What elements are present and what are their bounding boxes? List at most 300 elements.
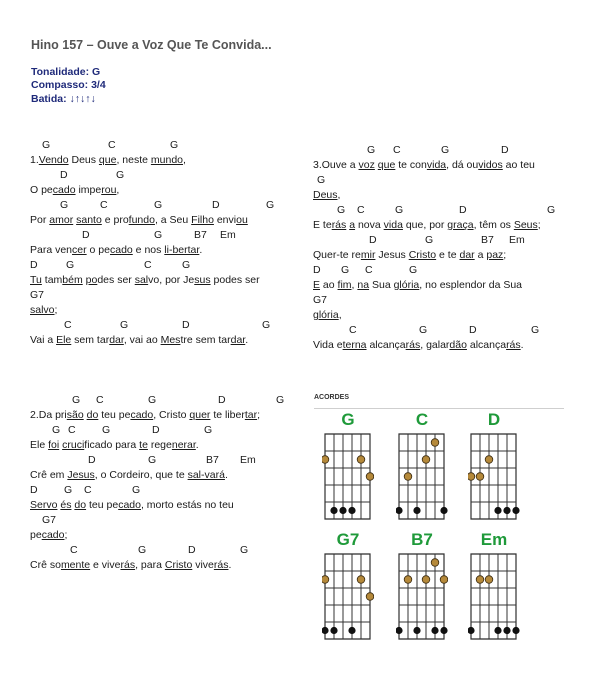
chord-symbol: G — [341, 264, 350, 276]
chord-line — [30, 288, 260, 303]
chord-symbol: G7 — [313, 294, 328, 306]
lyric-text: envi — [213, 214, 237, 226]
lyric-text: , — [116, 184, 120, 196]
lyric-text: , têm os — [473, 219, 514, 231]
chord-symbol: G — [154, 229, 163, 241]
chord-symbol: D — [459, 204, 467, 216]
finger-dot — [322, 576, 329, 584]
lyric-text: 3.Ouve a — [313, 159, 359, 171]
chord-line — [30, 228, 260, 243]
stressed-syllable: rás — [120, 559, 136, 571]
finger-dot — [476, 576, 484, 584]
chord-symbol: G — [266, 199, 275, 211]
stressed-syllable: dar — [230, 334, 246, 346]
stressed-syllable: são — [66, 409, 84, 421]
fretboard — [322, 552, 374, 644]
chord-symbol: G — [116, 169, 125, 181]
chord-line — [30, 393, 285, 408]
chord-line — [30, 318, 271, 333]
lyric-text: alcança — [366, 339, 406, 351]
lyric-text: Sua — [369, 279, 394, 291]
lyric-text: Jesus — [375, 249, 409, 261]
chord-symbol: G — [317, 174, 326, 186]
lyric-text: , para — [135, 559, 165, 571]
chord-symbol: G — [441, 144, 450, 156]
lyric-text: a — [474, 249, 487, 261]
chord-line — [30, 198, 275, 213]
lyric-line — [30, 558, 260, 573]
stressed-syllable: mente — [60, 559, 91, 571]
chord-line — [313, 233, 541, 248]
stressed-syllable: E — [313, 279, 321, 291]
lyric-text: o pe — [86, 244, 110, 256]
stressed-syllable: sus — [194, 274, 211, 286]
lyric-text: te con — [395, 159, 427, 171]
stressed-syllable: vida — [426, 159, 447, 171]
lyric-text: 2.Da pri — [30, 409, 67, 421]
stressed-syllable: Seus — [513, 219, 538, 231]
chord-symbol: G — [276, 394, 285, 406]
chord-line — [30, 543, 260, 558]
stressed-syllable: glória — [313, 309, 339, 321]
stressed-syllable: Servo — [30, 499, 58, 511]
stressed-syllable: voz — [358, 159, 375, 171]
stressed-syllable: Cristo — [164, 559, 193, 571]
chord-symbol: D — [88, 454, 96, 466]
chord-line — [313, 173, 541, 188]
lyric-text: tre sem tar — [180, 334, 231, 346]
lyric-text: , no esplendor da Sua — [419, 279, 523, 291]
lyric-line — [313, 338, 541, 353]
lyric-text: ficado para — [84, 439, 140, 451]
fretboard-frame — [325, 434, 370, 519]
stressed-syllable: cer — [72, 244, 87, 256]
stressed-syllable: rou — [101, 184, 117, 196]
chord-symbol: C — [144, 259, 152, 271]
chord-symbol: D — [82, 229, 90, 241]
finger-dot — [422, 576, 430, 584]
lyric-text: ao — [320, 279, 338, 291]
finger-dot — [422, 456, 430, 464]
finger-dot — [357, 576, 365, 584]
lyric-text: E te — [313, 219, 332, 231]
stressed-syllable: paz — [486, 249, 504, 261]
stressed-syllable: que — [98, 154, 117, 166]
lyric-text: 1. — [30, 154, 39, 166]
stressed-syllable: rás — [331, 219, 347, 231]
lyric-line — [30, 183, 260, 198]
fretboard-frame — [471, 554, 516, 639]
stressed-syllable: Deus — [313, 189, 338, 201]
lyric-text: Para ven — [30, 244, 73, 256]
chord-line — [313, 323, 541, 338]
lyric-line — [30, 243, 260, 258]
lyric-text: . — [520, 339, 524, 351]
chord-symbol: C — [96, 394, 104, 406]
finger-dot — [485, 456, 493, 464]
fretboard — [396, 432, 448, 524]
chord-symbol: C — [100, 199, 108, 211]
stressed-syllable: dar — [459, 249, 475, 261]
lyric-text: Vida e — [313, 339, 343, 351]
lyric-text: Vai a — [30, 334, 57, 346]
lyric-text: Deus — [68, 154, 99, 166]
chord-symbol: C — [349, 324, 357, 336]
chord-symbol: G — [72, 394, 81, 406]
lyric-text: rege — [147, 439, 172, 451]
stressed-syllable: és — [60, 499, 72, 511]
chord-symbol: G — [367, 144, 376, 156]
lyric-text: vo, por Je — [148, 274, 195, 286]
stressed-syllable: tar — [244, 409, 258, 421]
stressed-syllable: li-bertar — [164, 244, 200, 256]
chord-symbol: D — [313, 264, 321, 276]
lyric-text: . — [199, 244, 203, 256]
chord-symbol: C — [393, 144, 401, 156]
lyric-text: teu pe — [86, 499, 119, 511]
stressed-syllable: Vendo — [38, 154, 69, 166]
chord-symbol: G — [182, 259, 191, 271]
chord-line — [30, 423, 260, 438]
open-string-dot — [339, 507, 346, 514]
finger-dot — [366, 473, 374, 481]
chord-symbol: G — [419, 324, 428, 336]
stressed-syllable: fundo — [128, 214, 155, 226]
stanza-1 — [30, 138, 275, 348]
chord-symbol: D — [218, 394, 226, 406]
stressed-syllable: cado — [109, 244, 133, 256]
lyric-text: , galar — [420, 339, 450, 351]
chord-line — [30, 513, 260, 528]
chord-symbol: C — [108, 139, 116, 151]
lyric-text: impe — [75, 184, 102, 196]
chord-symbol: Em — [220, 229, 236, 241]
open-string-dot — [413, 627, 420, 634]
chord-symbol: G — [148, 394, 157, 406]
finger-dot — [485, 576, 493, 584]
lyric-line — [313, 248, 541, 263]
lyric-line — [30, 333, 260, 348]
stressed-syllable: terna — [342, 339, 367, 351]
chord-symbol: D — [182, 319, 190, 331]
open-string-dot — [330, 507, 337, 514]
chord-diagram-name: G — [341, 410, 355, 429]
chord-symbol: G — [154, 199, 163, 211]
stressed-syllable: quer — [189, 409, 211, 421]
chord-symbol: G — [425, 234, 434, 246]
lyric-text: ; — [54, 304, 58, 316]
chord-line — [313, 203, 556, 218]
stressed-syllable: ou — [236, 214, 248, 226]
lyric-text: e nos — [132, 244, 165, 256]
lyric-text: ; — [537, 219, 541, 231]
stressed-syllable: cado — [130, 409, 154, 421]
stressed-syllable: Mes — [160, 334, 181, 346]
strum-pattern-info: Batida: ↓↑↓↑↓ — [31, 93, 96, 105]
chord-symbol: G7 — [42, 514, 57, 526]
chord-diagram-name: B7 — [411, 530, 433, 549]
open-string-dot — [440, 627, 447, 634]
lyric-line — [30, 468, 260, 483]
lyric-line — [30, 273, 260, 288]
finger-dot — [468, 473, 475, 481]
chord-symbol: C — [365, 264, 373, 276]
chord-symbol: G — [395, 204, 404, 216]
chord-symbol: G — [52, 424, 61, 436]
lyric-text: ; — [64, 529, 68, 541]
lyric-text: . — [228, 559, 232, 571]
chord-symbol: G — [531, 324, 540, 336]
chord-symbol: B7 — [206, 454, 219, 466]
lyric-line — [313, 308, 541, 323]
stressed-syllable: do — [74, 499, 87, 511]
stressed-syllable: na — [357, 279, 370, 291]
open-string-dot — [440, 507, 447, 514]
stressed-syllable: po — [85, 274, 98, 286]
stressed-syllable: foi — [48, 439, 60, 451]
open-string-dot — [503, 507, 510, 514]
lyric-line — [313, 278, 541, 293]
stressed-syllable: te — [139, 439, 148, 451]
fretboard-frame — [399, 554, 444, 639]
chord-symbol: D — [212, 199, 220, 211]
lyric-text: nova — [355, 219, 384, 231]
lyric-text: Ele — [30, 439, 49, 451]
open-string-dot — [431, 627, 438, 634]
stressed-syllable: a — [349, 219, 356, 231]
chords-section-label: ACORDES — [314, 394, 350, 401]
lyric-text: , Cristo — [153, 409, 190, 421]
finger-dot — [476, 473, 484, 481]
lyric-text: te liber — [210, 409, 245, 421]
lyric-text: , morto estás no teu — [140, 499, 234, 511]
chord-symbol: C — [84, 484, 92, 496]
lyric-text: Crê em — [30, 469, 68, 481]
lyric-text: e vive — [90, 559, 121, 571]
stressed-syllable: salvo — [30, 304, 55, 316]
lyric-text: , — [351, 279, 358, 291]
chord-symbol: G — [547, 204, 556, 216]
lyric-text: ; — [503, 249, 507, 261]
stanza-2 — [30, 393, 285, 573]
lyric-line — [30, 438, 260, 453]
stressed-syllable: Ele — [56, 334, 72, 346]
chord-symbol: G — [240, 544, 249, 556]
chord-line — [30, 483, 260, 498]
lyric-text: , a Seu — [154, 214, 192, 226]
chord-diagram-name: Em — [480, 530, 508, 549]
chord-symbol: D — [469, 324, 477, 336]
finger-dot — [440, 576, 448, 584]
chord-symbol: G — [102, 424, 111, 436]
chord-symbol: G — [148, 454, 157, 466]
lyric-text: vive — [192, 559, 214, 571]
chord-line — [313, 263, 541, 278]
chord-line — [30, 453, 260, 468]
chord-symbol: G7 — [30, 289, 45, 301]
finger-dot — [404, 576, 412, 584]
chord-symbol: G — [204, 424, 213, 436]
chords-section-divider — [314, 408, 564, 409]
stressed-syllable: cado — [118, 499, 141, 511]
stressed-syllable: dão — [449, 339, 467, 351]
stressed-syllable: mundo — [150, 154, 184, 166]
lyric-text: , dá ou — [446, 159, 479, 171]
stressed-syllable: cado — [52, 184, 76, 196]
lyric-line — [30, 213, 260, 228]
stressed-syllable: fim — [337, 279, 352, 291]
lyric-line — [30, 303, 260, 318]
chord-diagram-name: C — [415, 410, 429, 429]
chord-symbol: G — [170, 139, 179, 151]
stressed-syllable: cado — [41, 529, 65, 541]
open-string-dot — [512, 627, 519, 634]
lyric-line — [313, 158, 541, 173]
fretboard — [322, 432, 374, 524]
stressed-syllable: nerar — [171, 439, 196, 451]
lyric-line — [30, 153, 260, 168]
chord-symbol: C — [357, 204, 365, 216]
stressed-syllable: bém — [62, 274, 83, 286]
lyric-text: . — [224, 469, 228, 481]
fretboard — [468, 432, 520, 524]
chord-line — [30, 258, 260, 273]
chord-symbol: D — [60, 169, 68, 181]
chord-line — [313, 293, 541, 308]
lyric-text: Crê so — [30, 559, 61, 571]
chord-symbol: G — [337, 204, 346, 216]
open-string-dot — [348, 507, 355, 514]
song-title: Hino 157 – Ouve a Voz Que Te Convida... — [31, 38, 272, 52]
lyric-text: sem tar — [71, 334, 110, 346]
chord-symbol: D — [30, 259, 38, 271]
stressed-syllable: do — [86, 409, 99, 421]
fretboard — [468, 552, 520, 644]
stressed-syllable: Jesus — [67, 469, 95, 481]
open-string-dot — [494, 627, 501, 634]
stressed-syllable: graça — [447, 219, 474, 231]
stressed-syllable: Tu — [30, 274, 42, 286]
chord-symbol: D — [188, 544, 196, 556]
chord-symbol: G — [66, 259, 75, 271]
lyric-text: , — [337, 189, 341, 201]
lyric-text: teu pe — [98, 409, 131, 421]
stressed-syllable: rás — [405, 339, 421, 351]
lyric-line — [30, 528, 260, 543]
stressed-syllable: vidos — [478, 159, 503, 171]
stressed-syllable: santo — [76, 214, 102, 226]
time-signature-info: Compasso: 3/4 — [31, 79, 106, 91]
lyric-text: e pro — [101, 214, 129, 226]
lyric-line — [30, 498, 260, 513]
lyric-text: , — [338, 309, 342, 321]
chord-symbol: C — [68, 424, 76, 436]
open-string-dot — [330, 627, 337, 634]
chord-symbol: B7 — [481, 234, 494, 246]
chord-symbol: Em — [509, 234, 525, 246]
lyric-text: tam — [41, 274, 63, 286]
lyric-text: des ser — [97, 274, 135, 286]
finger-dot — [431, 439, 439, 447]
lyric-text: alcança — [466, 339, 507, 351]
open-string-dot — [494, 507, 501, 514]
chord-symbol: G — [132, 484, 141, 496]
stressed-syllable: rás — [213, 559, 229, 571]
lyric-line — [313, 218, 541, 233]
chord-symbol: G — [60, 199, 69, 211]
chord-symbol: B7 — [194, 229, 207, 241]
lyric-text: e te — [436, 249, 460, 261]
lyric-line — [313, 188, 541, 203]
lyric-text: O pe — [30, 184, 53, 196]
chord-line — [30, 138, 260, 153]
lyric-text: ao teu — [502, 159, 535, 171]
chord-symbol: D — [369, 234, 377, 246]
chord-symbol: C — [70, 544, 78, 556]
finger-dot — [357, 456, 365, 464]
lyric-text: , o Cordeiro, que te — [94, 469, 188, 481]
open-string-dot — [413, 507, 420, 514]
chord-diagram-name: D — [487, 410, 501, 429]
chord-symbol: G — [138, 544, 147, 556]
chord-line — [313, 143, 541, 158]
lyric-text: . — [245, 334, 249, 346]
chord-symbol: Em — [240, 454, 256, 466]
fretboard — [396, 552, 448, 644]
chord-diagram-name: G7 — [336, 530, 360, 549]
chord-symbol: D — [152, 424, 160, 436]
stressed-syllable: rás — [506, 339, 521, 351]
stressed-syllable: glória — [393, 279, 420, 291]
stressed-syllable: Cristo — [408, 249, 437, 261]
finger-dot — [431, 559, 439, 567]
stressed-syllable: sal — [134, 274, 149, 286]
stanza-3 — [313, 143, 556, 353]
lyric-text: Quer-te re — [313, 249, 361, 261]
lyric-text: podes ser — [210, 274, 260, 286]
key-info: Tonalidade: G — [31, 66, 101, 78]
chord-line — [30, 168, 260, 183]
chord-symbol: D — [30, 484, 38, 496]
chord-symbol: G — [42, 139, 51, 151]
stressed-syllable: vida — [383, 219, 403, 231]
chord-symbol: G — [64, 484, 73, 496]
chord-symbol: G — [120, 319, 129, 331]
finger-dot — [404, 473, 412, 481]
lyric-text: pe — [30, 529, 42, 541]
stressed-syllable: sal-vará — [187, 469, 225, 481]
chord-symbol: C — [64, 319, 72, 331]
lyric-text: que, por — [402, 219, 448, 231]
open-string-dot — [512, 507, 519, 514]
lyric-text: , — [183, 154, 186, 166]
lyric-text: . — [195, 439, 199, 451]
finger-dot — [322, 456, 329, 464]
stressed-syllable: que — [377, 159, 396, 171]
chord-symbol: G — [262, 319, 271, 331]
stressed-syllable: amor — [49, 214, 74, 226]
lyric-text: , vai ao — [123, 334, 161, 346]
lyric-text: ; — [257, 409, 261, 421]
stressed-syllable: Filho — [191, 214, 214, 226]
stressed-syllable: dar — [109, 334, 124, 346]
open-string-dot — [503, 627, 510, 634]
lyric-line — [30, 408, 260, 423]
fretboard-frame — [325, 554, 370, 639]
lyric-text: , neste — [116, 154, 151, 166]
stressed-syllable: cruci — [62, 439, 85, 451]
stressed-syllable: mir — [360, 249, 376, 261]
